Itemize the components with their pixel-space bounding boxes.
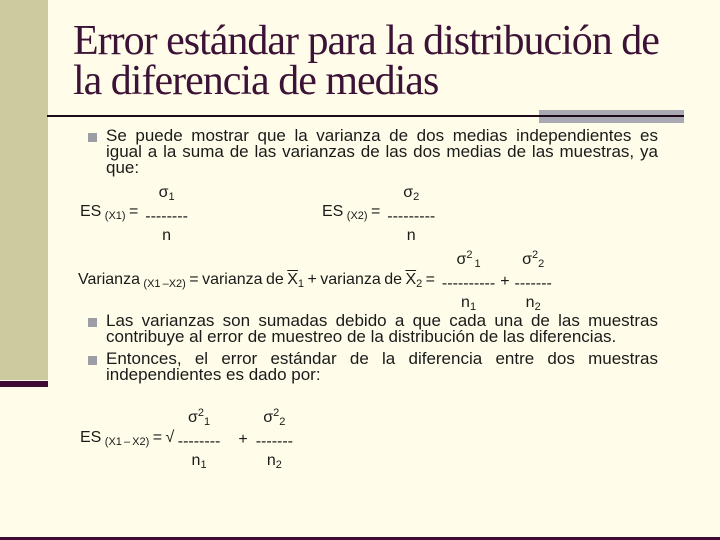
formula-es-difference: [80, 404, 293, 475]
denominator-n2: n2: [525, 294, 541, 313]
numerator-sigma2: σ2: [403, 184, 420, 203]
numerator-sigma-sq-2: $\sigma^22$: [522, 249, 545, 270]
bullet-square-icon: [88, 318, 97, 327]
plus-sign: +: [238, 431, 248, 448]
numerator-sigma-sq-1: $\sigma^21$: [187, 407, 211, 428]
varianza-fraction-1: [442, 246, 495, 317]
left-accent-underbar: [0, 381, 48, 387]
title-line-2: la diferencia de medias: [73, 58, 439, 104]
es-difference-fraction-2: [256, 404, 293, 475]
numerator-sigma-sq-2: $\sigma^22$: [263, 407, 286, 428]
fraction-bar: ---------: [387, 208, 436, 225]
denominator-n: n: [406, 227, 416, 244]
formula-es-x2: [322, 183, 435, 245]
formula-es-x1-fraction: [145, 183, 188, 245]
bullet-item-3: [88, 351, 658, 383]
fraction-bar: --------: [145, 208, 188, 225]
denominator-n: n: [162, 227, 172, 244]
formula-varianza: [78, 246, 552, 317]
plus-sign: +: [500, 273, 510, 290]
varianza-fraction-2: [515, 246, 552, 317]
denominator-n2: n2: [266, 452, 282, 471]
page-title: [73, 18, 713, 104]
bullet-square-icon: [88, 133, 97, 142]
left-accent-band: [0, 0, 48, 380]
formula-es-x2-prefix: ES (X2) =: [322, 203, 388, 222]
numerator-sigma-sq-1: $\sigma^2$ 1: [456, 249, 481, 270]
bullet-text-1: Se puede mostrar que la varianza de dos medias independientes es igual a la suma de las varianzas de las dos medias de las muestras, ya que:: [106, 126, 658, 177]
fraction-bar: ----------: [441, 275, 496, 292]
title-line-1: Error estándar para la distribución de: [73, 18, 659, 64]
bullet-item-2: [88, 313, 658, 345]
bullet-square-icon: [88, 356, 97, 365]
numerator-sigma1: σ1: [158, 184, 175, 203]
fraction-bar: --------: [177, 433, 221, 450]
fraction-bar: -------: [255, 433, 293, 450]
title-underline: [47, 115, 684, 117]
fraction-bar: -------: [514, 275, 552, 292]
formula-varianza-prefix: Varianza (X1 –X2) = varianza de $\overline{X}1$ + varianza de $\overline{X}2$ =: [78, 270, 442, 290]
denominator-n1: n1: [461, 294, 477, 313]
formula-es-difference-prefix: ES (X1 – X2) = √: [80, 428, 178, 448]
bullet-text-3: Entonces, el error estándar de la diferencia entre dos muestras independientes es dado por:: [106, 349, 658, 384]
formula-es-x2-fraction: [387, 183, 435, 245]
bullet-item-1: [88, 128, 658, 176]
es-difference-fraction-1: [178, 404, 221, 475]
formula-es-x1: [80, 183, 188, 245]
denominator-n1: n1: [191, 452, 207, 471]
formula-es-x1-prefix: ES (X1) =: [80, 203, 146, 222]
bullet-text-2: Las varianzas son sumadas debido a que cada una de las muestras contribuye al error de muestreo de la distribución de las diferencias.: [106, 311, 658, 346]
